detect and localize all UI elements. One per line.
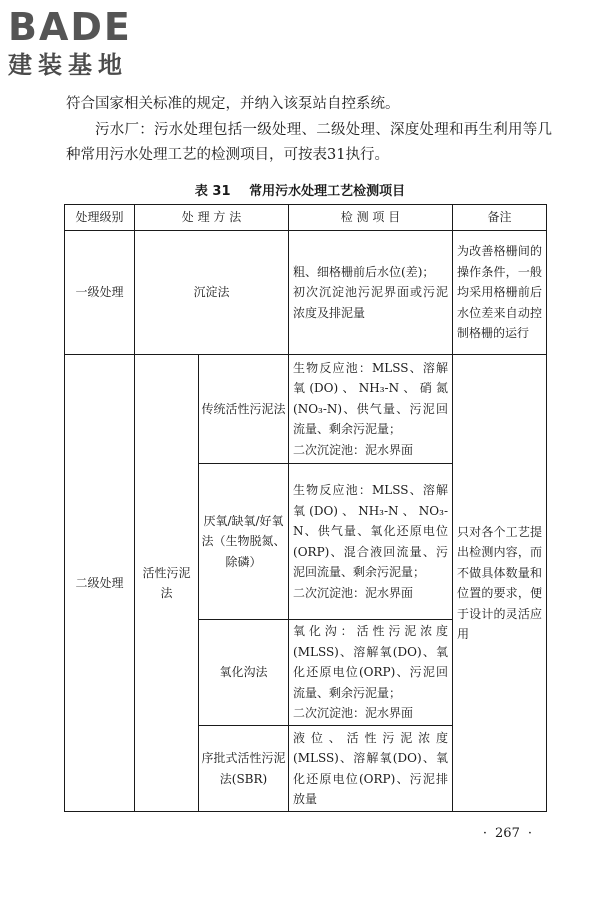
level2-detect: 氧化沟：活性污泥浓度(MLSS)、溶解氧(DO)、氧化还原电位(ORP)、污泥回流量、剩余污泥量； 二次沉淀池：泥水界面 <box>289 620 453 726</box>
header-level: 处理级别 <box>65 205 135 231</box>
level2-level: 二级处理 <box>65 355 135 812</box>
table-row-level1 <box>65 231 547 355</box>
header-note: 备注 <box>453 205 547 231</box>
logo-subtitle: 建装基地 <box>8 51 128 79</box>
table-caption <box>0 180 600 199</box>
level2-detect: 液位、活性污泥浓度(MLSS)、溶解氧(DO)、氧化还原电位(ORP)、污泥排放量 <box>289 726 453 812</box>
level2-sub-method: 序批式活性污泥法(SBR) <box>199 726 289 812</box>
level2-note: 只对各个工艺提出检测内容，而不做具体数量和位置的要求，便于设计的灵活应用 <box>453 355 547 812</box>
page-bullet-right: · <box>527 826 532 841</box>
page-number-value: 267 <box>495 826 520 841</box>
level2-method: 活性污泥法 <box>135 355 199 812</box>
table-caption-title: 常用污水处理工艺检测项目 <box>249 184 406 199</box>
detection-items-table <box>64 204 547 812</box>
level1-note: 为改善格栅间的操作条件，一般均采用格栅前后水位差来自动控制格栅的运行 <box>453 231 547 355</box>
header-method: 处 理 方 法 <box>135 205 289 231</box>
level2-sub-method: 传统活性污泥法 <box>199 355 289 464</box>
level1-detect: 粗、细格栅前后水位(差)； 初次沉淀池污泥界面或污泥浓度及排泥量 <box>289 231 453 355</box>
paragraph-2: 污水厂：污水处理包括一级处理、二级处理、深度处理和再生利用等几种常用污水处理工艺的检测项目，可按表31执行。 <box>66 122 552 163</box>
logo-wordmark: BADE <box>8 5 132 49</box>
level2-sub-method: 厌氧/缺氧/好氧法（生物脱氮、除磷） <box>199 464 289 620</box>
level2-detect: 生物反应池：MLSS、溶解氧(DO)、NH₃-N、NO₃-N、供气量、氧化还原电位(ORP)、混合液回流量、污泥回流量、剩余污泥量； 二次沉淀池：泥水界面 <box>289 464 453 620</box>
header-detect: 检 测 项 目 <box>289 205 453 231</box>
logo <box>8 6 178 80</box>
paragraph-1: 符合国家相关标准的规定，并纳入该泵站自控系统。 <box>66 96 400 112</box>
table-row-level2-a <box>65 355 547 464</box>
level2-sub-method: 氧化沟法 <box>199 620 289 726</box>
level1-method: 沉淀法 <box>135 231 289 355</box>
table-header-row <box>65 205 547 231</box>
level1-level: 一级处理 <box>65 231 135 355</box>
table-caption-number: 表 31 <box>194 184 231 199</box>
page-bullet-left: · <box>482 826 488 841</box>
page-number <box>479 826 536 841</box>
level2-detect: 生物反应池：MLSS、溶解氧(DO)、NH₃-N、硝氮(NO₃-N)、供气量、污泥回流量、剩余污泥量； 二次沉淀池：泥水界面 <box>289 355 453 464</box>
